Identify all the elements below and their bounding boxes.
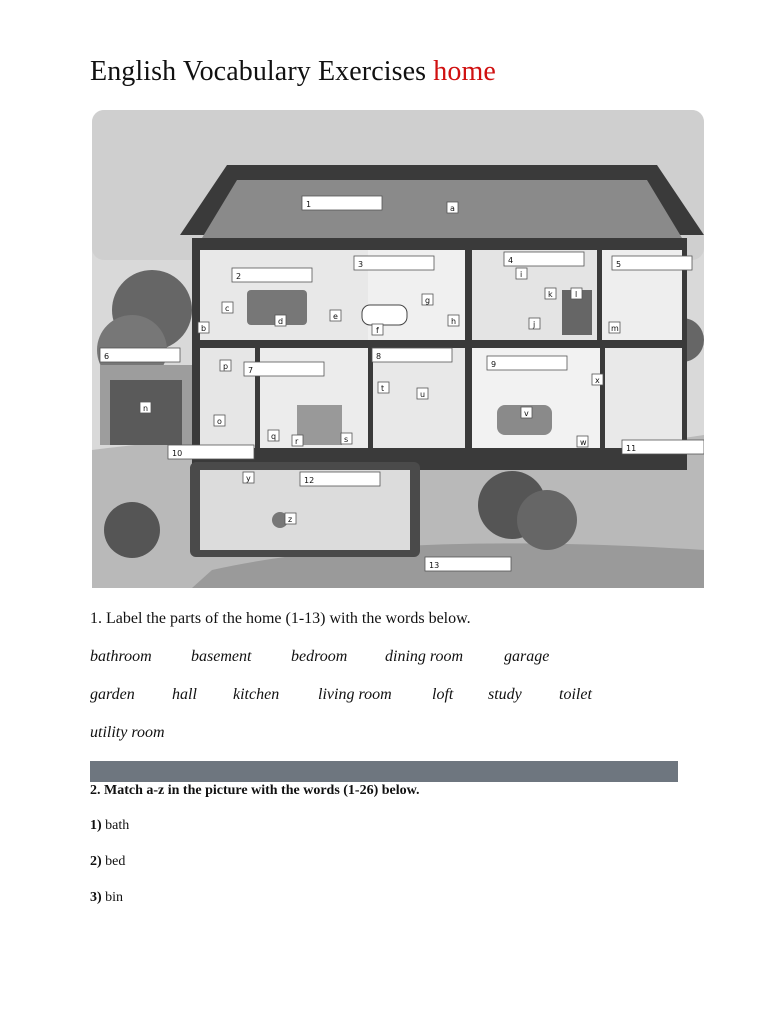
word-bank-item: toilet — [559, 686, 592, 703]
picture-letter-v: v — [524, 409, 529, 418]
picture-letter-h: h — [451, 317, 457, 326]
picture-letter-l: l — [575, 290, 578, 299]
picture-label-10: 10 — [172, 449, 183, 458]
picture-letter-r: r — [295, 437, 299, 446]
section-divider-bar — [90, 761, 678, 782]
word-bank-item: bathroom — [90, 648, 152, 665]
match-item-number: 1) — [90, 818, 102, 833]
picture-letter-m: m — [611, 324, 619, 333]
picture-label-2: 2 — [236, 272, 242, 281]
picture-letter-d: d — [278, 317, 284, 326]
word-bank-item: bedroom — [291, 648, 348, 665]
picture-letter-w: w — [580, 438, 587, 447]
word-bank-item: dining room — [385, 648, 464, 665]
picture-label-3: 3 — [358, 260, 364, 269]
picture-label-1: 1 — [306, 200, 312, 209]
match-item-word: bin — [105, 890, 124, 905]
picture-label-8: 8 — [376, 352, 382, 361]
match-item-word: bath — [105, 818, 130, 833]
picture-letter-x: x — [595, 376, 600, 385]
match-item — [90, 854, 125, 870]
picture-label-9: 9 — [491, 360, 497, 369]
match-item — [90, 890, 123, 906]
picture-letter-c: c — [225, 304, 230, 313]
exercise1-instruction: 1. Label the parts of the home (1-13) with the words below. — [90, 610, 471, 627]
page-title — [90, 56, 496, 88]
picture-letter-a: a — [450, 204, 455, 213]
picture-letter-t: t — [381, 384, 385, 393]
match-item-number: 2) — [90, 854, 102, 869]
exercise2-instruction: 2. Match a-z in the picture with the words (1-26) below. — [90, 783, 420, 798]
picture-letter-s: s — [344, 435, 349, 444]
picture-label-6: 6 — [104, 352, 110, 361]
picture-letter-j: j — [533, 320, 536, 329]
picture-label-13: 13 — [429, 561, 440, 570]
word-bank-item: hall — [172, 686, 197, 703]
word-bank-item: basement — [191, 648, 252, 665]
picture-letter-y: y — [246, 474, 251, 483]
match-item-number: 3) — [90, 890, 102, 905]
title-highlight: home — [433, 56, 496, 87]
word-bank-item: kitchen — [233, 686, 280, 703]
picture-letter-n: n — [143, 404, 149, 413]
word-bank-item: study — [488, 686, 522, 703]
word-bank-item: living room — [318, 686, 392, 703]
picture-letter-f: f — [376, 326, 379, 335]
word-bank-item: garden — [90, 686, 135, 703]
picture-label-7: 7 — [248, 366, 254, 375]
word-bank-item: loft — [432, 686, 454, 703]
picture-letter-b: b — [201, 324, 207, 333]
picture-letter-i: i — [520, 270, 523, 279]
match-item — [90, 818, 129, 834]
picture-label-12: 12 — [304, 476, 315, 485]
picture-letter-e: e — [333, 312, 338, 321]
house-cutaway-image — [92, 110, 704, 588]
house-illustration — [92, 110, 704, 588]
picture-label-4: 4 — [508, 256, 514, 265]
word-bank-item: utility room — [90, 724, 165, 741]
picture-letter-g: g — [425, 296, 431, 305]
picture-letter-u: u — [420, 390, 426, 399]
picture-letter-q: q — [271, 432, 277, 441]
title-prefix: English Vocabulary Exercises — [90, 56, 427, 87]
picture-letter-z: z — [288, 515, 293, 524]
picture-letter-p: p — [223, 362, 229, 371]
picture-letter-k: k — [548, 290, 553, 299]
match-item-word: bed — [105, 854, 126, 869]
word-bank-item: garage — [504, 648, 550, 665]
picture-label-11: 11 — [626, 444, 637, 453]
picture-letter-o: o — [217, 417, 222, 426]
picture-label-5: 5 — [616, 260, 622, 269]
